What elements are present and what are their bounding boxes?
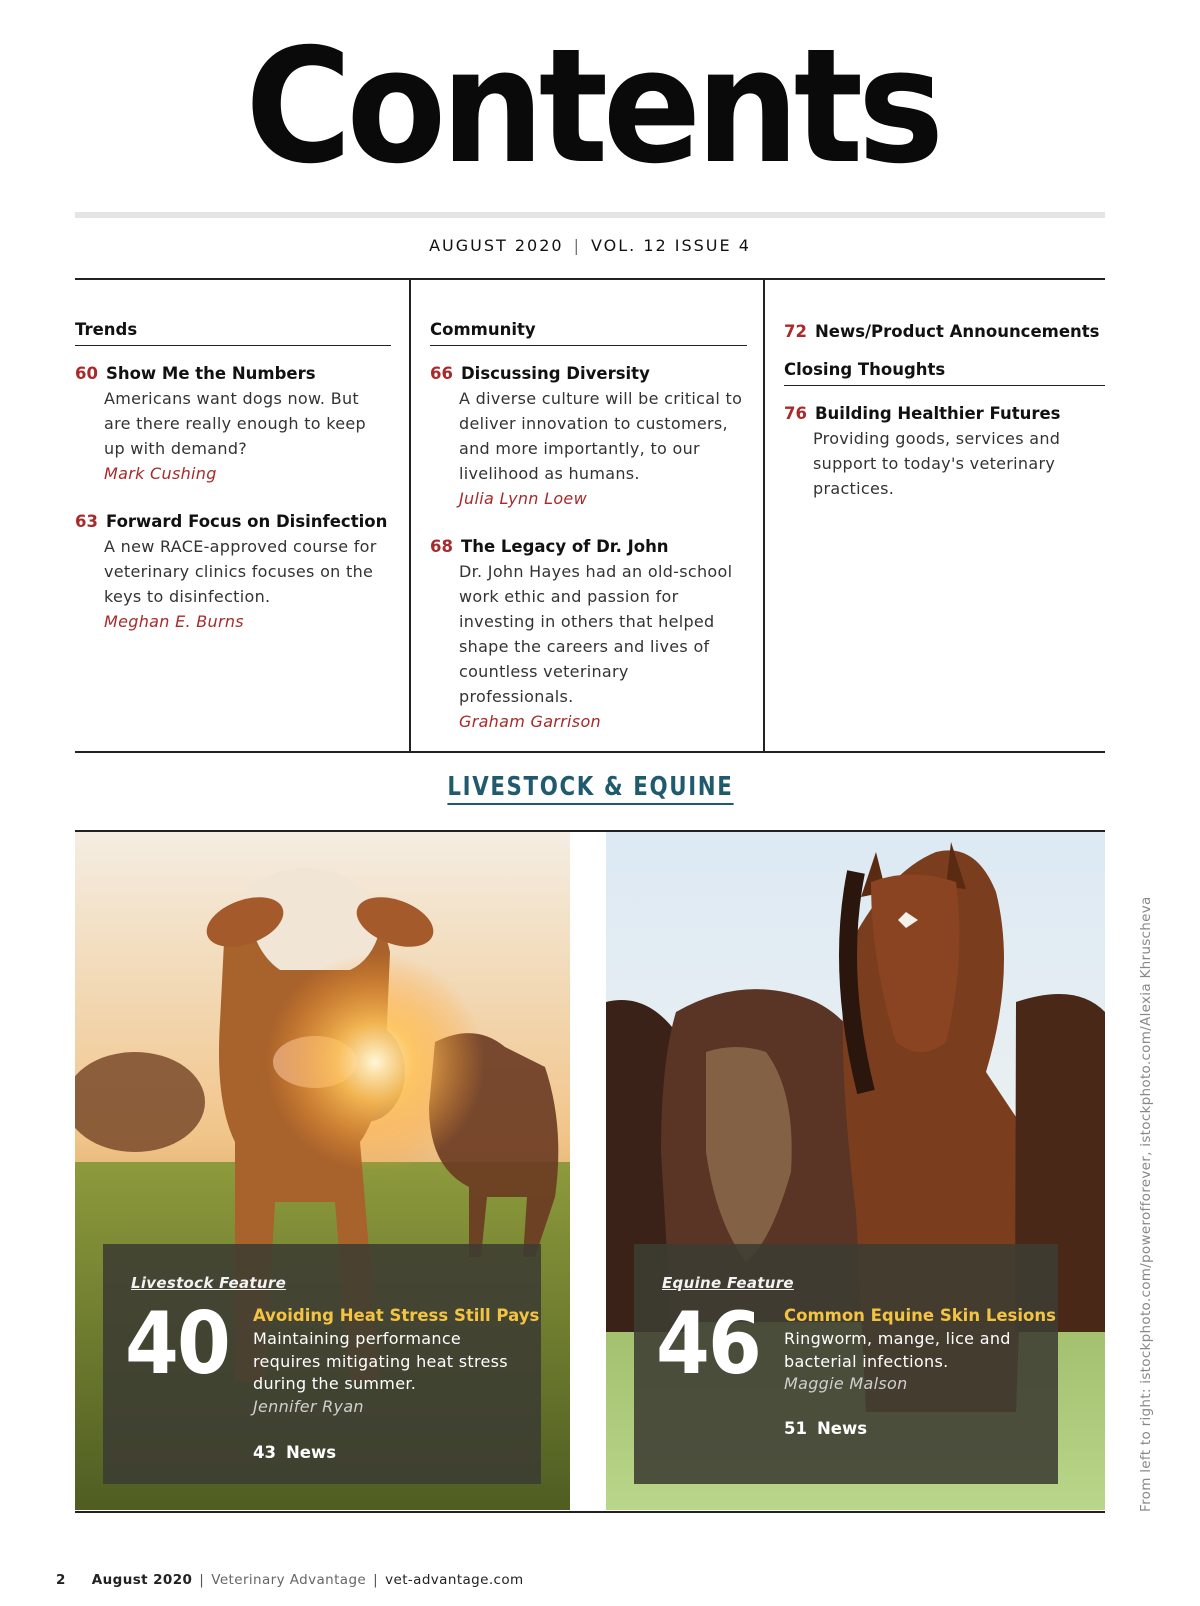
- page-number: 66: [430, 364, 453, 383]
- page-title: Contents: [245, 15, 939, 199]
- photo-credit: From left to right: istockphoto.com/powerofforever, istockphoto.com/Alexia Khruscheva: [1138, 896, 1154, 1512]
- issue-separator: |: [573, 236, 581, 255]
- feature-label: Equine Feature: [662, 1274, 794, 1292]
- feature-news-link[interactable]: [253, 1443, 336, 1462]
- news-page-number: 43: [253, 1443, 276, 1462]
- entry-title[interactable]: Forward Focus on Disinfection: [105, 512, 388, 531]
- entry-description: Americans want dogs now. But are there really enough to keep up with demand?: [104, 389, 366, 458]
- feature-page-number: 46: [656, 1294, 761, 1394]
- page-number: 68: [430, 537, 453, 556]
- toc-entry[interactable]: [430, 535, 747, 734]
- entry-title[interactable]: The Legacy of Dr. John: [460, 537, 669, 556]
- page-footer: [56, 1572, 524, 1588]
- columns-top-rule: [75, 278, 1105, 280]
- news-entry[interactable]: [784, 320, 1105, 344]
- page-number: 63: [75, 512, 98, 531]
- entry-author: Graham Garrison: [459, 712, 601, 731]
- entry-author: Mark Cushing: [104, 464, 217, 483]
- closing-thoughts-heading: Closing Thoughts: [784, 360, 1105, 386]
- feature-author: Maggie Malson: [784, 1374, 908, 1393]
- section-title: [0, 772, 1180, 805]
- entry-author: Julia Lynn Loew: [459, 489, 587, 508]
- title-divider: [75, 212, 1105, 218]
- toc-entry[interactable]: [430, 362, 747, 511]
- page-number: 76: [784, 404, 807, 423]
- equine-feature-box[interactable]: [634, 1244, 1058, 1484]
- feature-description: Ringworm, mange, lice and bacterial infections.: [784, 1329, 1011, 1371]
- entry-title[interactable]: Discussing Diversity: [460, 364, 650, 383]
- footer-page-number: 2: [56, 1572, 66, 1588]
- issue-info: [75, 236, 1105, 255]
- entry-title[interactable]: Building Healthier Futures: [814, 404, 1061, 423]
- feature-title[interactable]: Avoiding Heat Stress Still Pays: [253, 1306, 540, 1325]
- livestock-feature-box[interactable]: [103, 1244, 541, 1484]
- equine-photo[interactable]: [606, 832, 1105, 1510]
- footer-separator: |: [373, 1572, 379, 1588]
- footer-separator: |: [199, 1572, 205, 1588]
- feature-page-number: 40: [125, 1294, 230, 1394]
- community-heading: Community: [430, 320, 747, 346]
- feature-title[interactable]: Common Equine Skin Lesions: [784, 1306, 1056, 1325]
- closing-column: [784, 320, 1105, 525]
- issue-date: AUGUST 2020: [429, 236, 564, 255]
- entry-description: A diverse culture will be critical to deliver innovation to customers, and more importantly, to our livelihood as humans.: [459, 389, 743, 483]
- feature-description: Maintaining performance requires mitigating heat stress during the summer.: [253, 1329, 508, 1393]
- trends-heading: Trends: [75, 320, 391, 346]
- toc-entry[interactable]: [784, 402, 1105, 501]
- feature-label: Livestock Feature: [131, 1274, 287, 1292]
- entry-description: A new RACE-approved course for veterinary clinics focuses on the keys to disinfection.: [104, 537, 377, 606]
- footer-website-link[interactable]: vet-advantage.com: [385, 1572, 524, 1588]
- community-column: [430, 320, 747, 758]
- entry-author: Meghan E. Burns: [104, 612, 244, 631]
- column-divider-1: [409, 280, 411, 752]
- feature-author: Jennifer Ryan: [253, 1397, 364, 1416]
- section-title-text: LIVESTOCK & EQUINE: [447, 772, 733, 805]
- footer-date: August 2020: [91, 1572, 193, 1588]
- page-number: 72: [784, 322, 807, 341]
- entry-description: Providing goods, services and support to today's veterinary practices.: [813, 429, 1061, 498]
- toc-entry[interactable]: [75, 362, 391, 486]
- livestock-photo[interactable]: [75, 832, 570, 1510]
- entry-description: Dr. John Hayes had an old-school work ethic and passion for investing in others that helped shape the careers and lives of countless veterinary professionals.: [459, 562, 733, 706]
- columns-bottom-rule: [75, 751, 1105, 753]
- entry-title[interactable]: News/Product Announcements: [814, 322, 1100, 341]
- entry-title[interactable]: Show Me the Numbers: [105, 364, 316, 383]
- page-number: 60: [75, 364, 98, 383]
- news-label: News: [816, 1419, 868, 1438]
- photos-bottom-rule: [75, 1511, 1105, 1513]
- news-page-number: 51: [784, 1419, 807, 1438]
- feature-news-link[interactable]: [784, 1419, 867, 1438]
- footer-publication: Veterinary Advantage: [211, 1572, 367, 1588]
- news-label: News: [285, 1443, 337, 1462]
- issue-volume: VOL. 12 ISSUE 4: [590, 236, 751, 255]
- toc-entry[interactable]: [75, 510, 391, 634]
- trends-column: [75, 320, 391, 658]
- column-divider-2: [763, 280, 765, 752]
